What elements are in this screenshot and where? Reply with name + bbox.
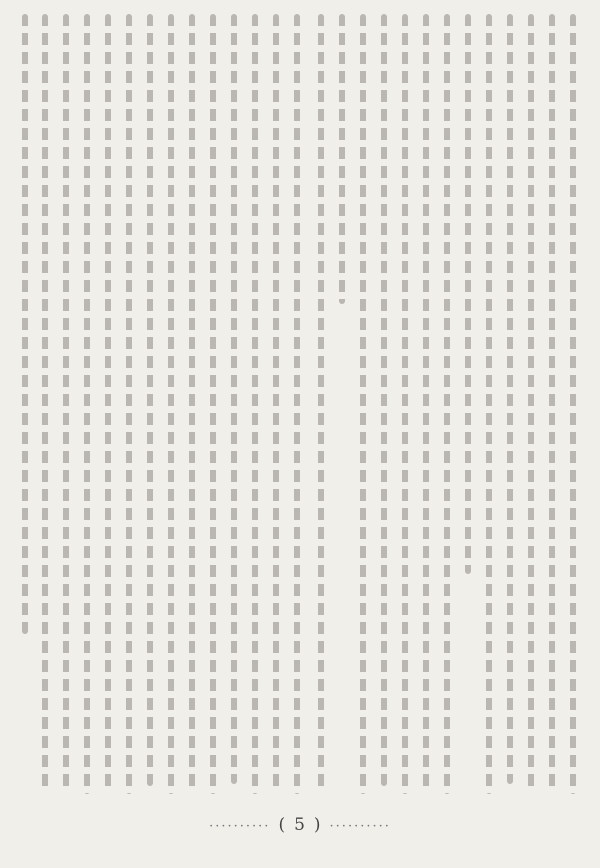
text-column bbox=[507, 14, 513, 784]
folio-leader-left: ·········· bbox=[209, 819, 271, 834]
text-column bbox=[105, 14, 111, 790]
text-column bbox=[444, 14, 450, 794]
text-column bbox=[252, 14, 258, 794]
text-column bbox=[528, 14, 534, 792]
text-column bbox=[318, 14, 324, 792]
text-column bbox=[168, 14, 174, 794]
text-column bbox=[360, 14, 366, 794]
text-column bbox=[570, 14, 576, 794]
text-block-right bbox=[306, 14, 576, 794]
folio-paren-left: ( bbox=[278, 815, 287, 835]
text-column bbox=[210, 14, 216, 794]
text-column bbox=[22, 14, 28, 634]
text-column bbox=[465, 14, 471, 574]
text-column bbox=[147, 14, 153, 786]
text-column bbox=[381, 14, 387, 786]
text-column bbox=[84, 14, 90, 794]
folio-leader-right: ·········· bbox=[329, 819, 391, 834]
text-column bbox=[339, 14, 345, 304]
text-column bbox=[273, 14, 279, 789]
text-column bbox=[63, 14, 69, 788]
text-column bbox=[294, 14, 300, 794]
text-column bbox=[126, 14, 132, 794]
page-number bbox=[0, 815, 600, 835]
page-number-value: 5 bbox=[294, 815, 306, 835]
text-column bbox=[42, 14, 48, 792]
text-column bbox=[486, 14, 492, 794]
folio-paren-right: ) bbox=[313, 815, 322, 835]
text-column bbox=[231, 14, 237, 784]
text-column bbox=[189, 14, 195, 792]
text-column bbox=[423, 14, 429, 790]
text-column bbox=[549, 14, 555, 789]
text-block-left bbox=[22, 14, 300, 794]
text-column bbox=[402, 14, 408, 794]
